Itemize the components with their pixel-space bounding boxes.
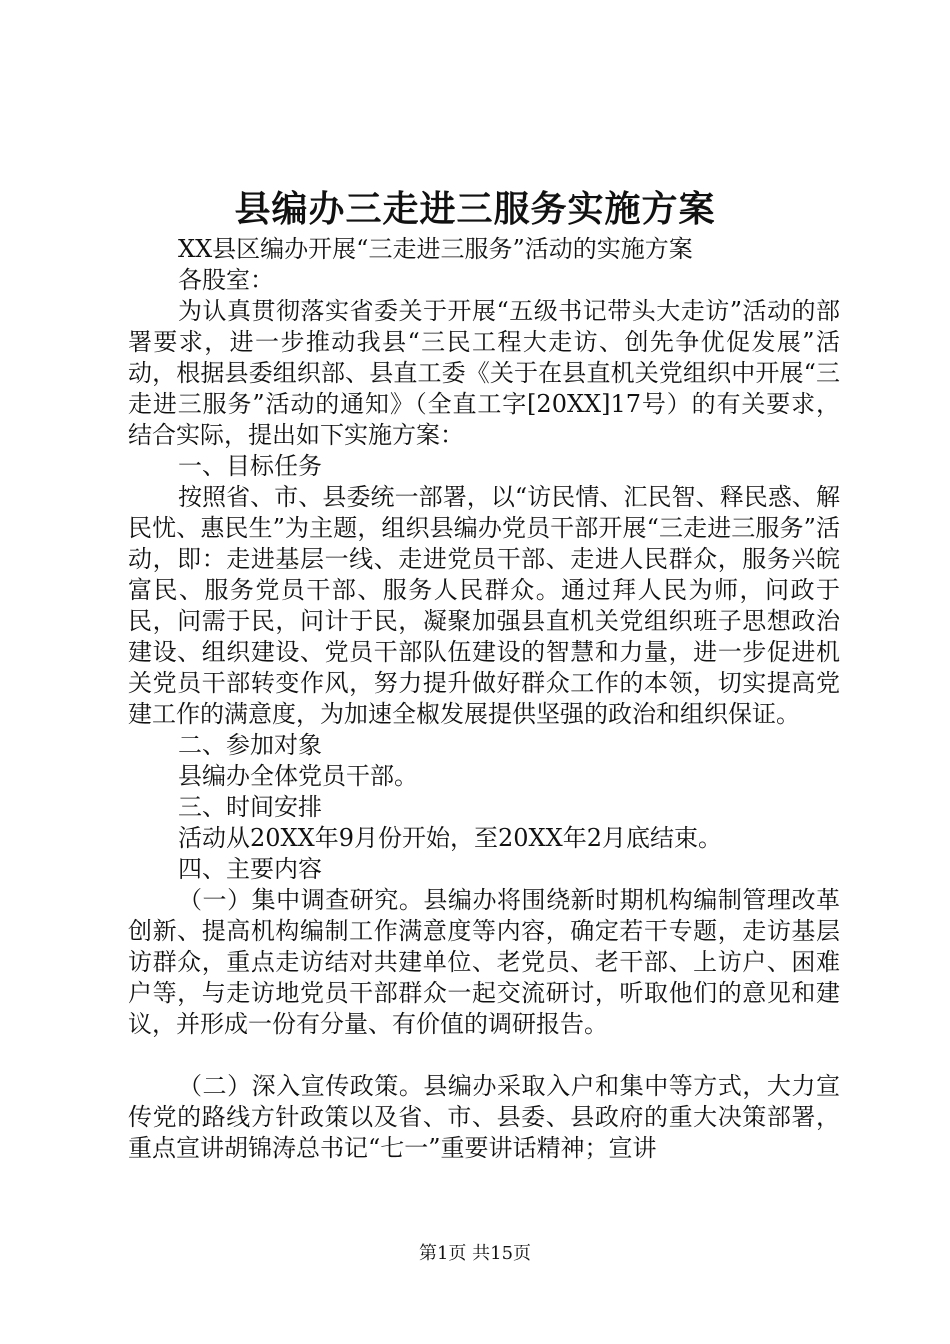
content-item-publicity: （二）深入宣传政策。县编办采取入户和集中等方式，大力宣传党的路线方针政策以及省、市、县委、县政府的重大决策部署，重点宣讲胡锦涛总书记“七一”重要讲话精神；宣讲 bbox=[128, 1072, 840, 1162]
section-heading-schedule: 三、时间安排 bbox=[178, 793, 322, 821]
document-subtitle: XX县区编办开展“三走进三服务”活动的实施方案 bbox=[178, 235, 693, 263]
section-body-schedule: 活动从20XX年9月份开始，至20XX年2月底结束。 bbox=[178, 824, 722, 852]
section-heading-content: 四、主要内容 bbox=[178, 855, 322, 883]
salutation: 各股室： bbox=[178, 266, 274, 294]
section-body-goals: 按照省、市、县委统一部署，以“访民情、汇民智、释民惑、解民忧、惠民生”为主题，组织县编办党员干部开展“三走进三服务”活动，即：走进基层一线、走进党员干部、走进人民群众，服务兴皖富民、服务党员干部、服务人民群众。通过拜人民为师，问政于民，问需于民，问计于民，凝聚加强县直机关党组织班子思想政治建设、组织建设、党员干部队伍建设的智慧和力量，进一步促进机关党员干部转变作风，努力提升做好群众工作的本领，切实提高党建工作的满意度，为加速全椒发展提供坚强的政治和组织保证。 bbox=[128, 483, 840, 728]
page-footer: 第1页 共15页 bbox=[418, 1243, 532, 1264]
document-body bbox=[128, 234, 840, 1164]
section-heading-goals: 一、目标任务 bbox=[178, 452, 322, 480]
content-item-research: （一）集中调查研究。县编办将围绕新时期机构编制管理改革创新、提高机构编制工作满意度等内容，确定若干专题，走访基层访群众，重点走访结对共建单位、老党员、老干部、上访户、困难户等，与走访地党员干部群众一起交流研讨，听取他们的意见和建议，并形成一份有分量、有价值的调研报告。 bbox=[128, 886, 840, 1038]
intro-paragraph: 为认真贯彻落实省委关于开展“五级书记带头大走访”活动的部署要求，进一步推动我县“三民工程大走访、创先争优促发展”活动，根据县委组织部、县直工委《关于在县直机关党组织中开展“三走进三服务”活动的通知》（全直工字[20XX]17号）的有关要求，结合实际，提出如下实施方案： bbox=[128, 297, 840, 449]
section-body-participants: 县编办全体党员干部。 bbox=[178, 762, 418, 790]
section-heading-participants: 二、参加对象 bbox=[178, 731, 322, 759]
document-title: 县编办三走进三服务实施方案 bbox=[234, 188, 716, 230]
